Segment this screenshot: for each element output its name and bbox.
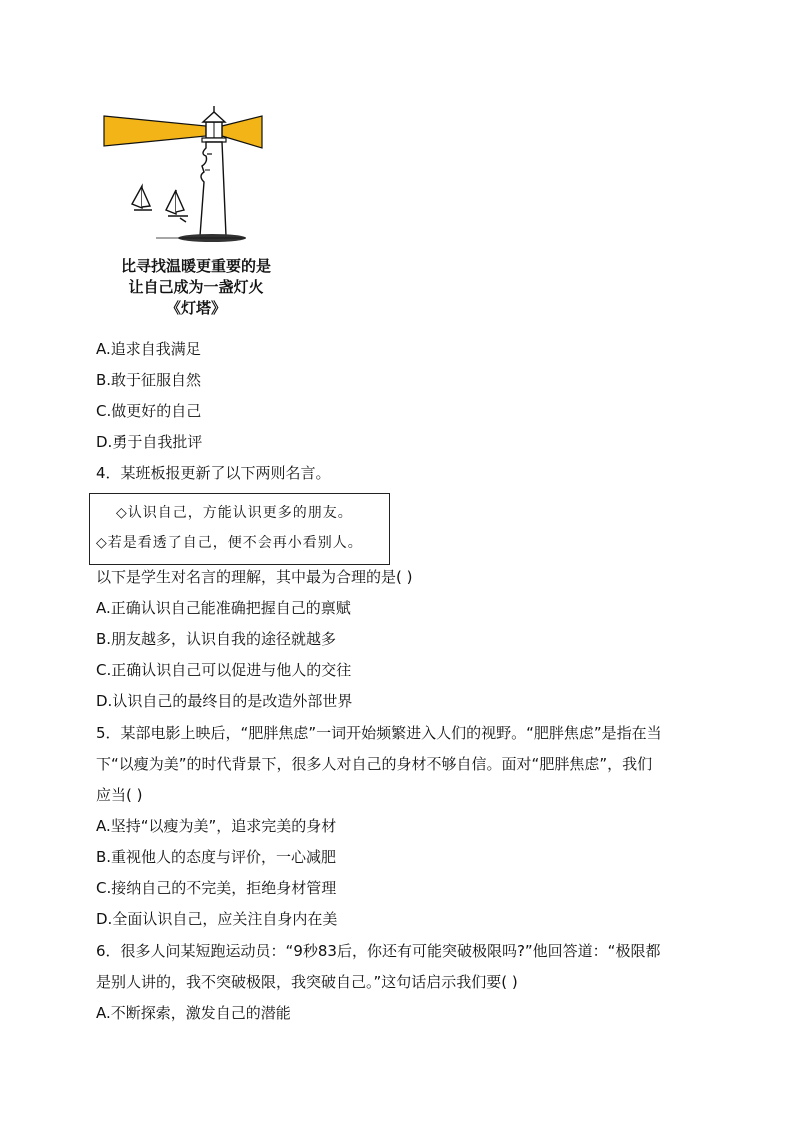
q4-option-d: D.认识自己的最终目的是改造外部世界 xyxy=(96,692,353,710)
q3-option-b: B.敢于征服自然 xyxy=(96,371,202,389)
lighthouse-tower xyxy=(200,142,226,236)
q5-option-b: B.重视他人的态度与评价，一心减肥 xyxy=(96,848,337,866)
sailboat-icon xyxy=(166,190,188,222)
lighthouse-illustration xyxy=(96,104,292,254)
q6-stem-line2: 是别人讲的，我不突破极限，我突破自己。”这句话启示我们要( ) xyxy=(96,973,518,991)
illustration-caption-line2: 让自己成为一盏灯火 xyxy=(128,278,264,296)
q6-stem-line1: 6．很多人问某短跑运动员：“9秒83后，你还有可能突破极限吗?”他回答道：“极限都 xyxy=(96,942,661,960)
q5-option-c: C.接纳自己的不完美，拒绝身材管理 xyxy=(96,879,337,897)
quote-2: ◇若是看透了自己，便不会再小看别人。 xyxy=(96,535,363,551)
q3-option-c: C.做更好的自己 xyxy=(96,402,202,420)
q5-stem-line2: 下“以瘦为美”的时代背景下，很多人对自己的身材不够自信。面对“肥胖焦虑”，我们 xyxy=(96,755,653,773)
q5-option-d: D.全面认识自己，应关注自身内在美 xyxy=(96,910,338,928)
q5-option-a: A.坚持“以瘦为美”，追求完美的身材 xyxy=(96,817,337,835)
illustration-caption-title: 《灯塔》 xyxy=(165,299,226,317)
q5-stem-line3: 应当( ) xyxy=(96,786,143,804)
q4-prompt: 以下是学生对名言的理解，其中最为合理的是( ) xyxy=(96,568,413,586)
q4-option-c: C.正确认识自己可以促进与他人的交往 xyxy=(96,661,352,679)
q3-option-a: A.追求自我满足 xyxy=(96,340,201,358)
q3-option-d: D.勇于自我批评 xyxy=(96,433,203,451)
light-beam-left xyxy=(104,116,206,146)
quote-1: ◇认识自己，方能认识更多的朋友。 xyxy=(116,505,353,521)
q5-stem-line1: 5．某部电影上映后，“肥胖焦虑”一词开始频繁进入人们的视野。“肥胖焦虑”是指在当 xyxy=(96,724,662,742)
light-beam-right xyxy=(222,116,262,148)
q6-option-a: A.不断探索，激发自己的潜能 xyxy=(96,1004,291,1022)
illustration-caption-line1: 比寻找温暖更重要的是 xyxy=(120,257,271,275)
q4-stem: 4．某班板报更新了以下两则名言。 xyxy=(96,464,331,482)
quote-box xyxy=(89,493,390,565)
q4-option-b: B.朋友越多，认识自我的途径就越多 xyxy=(96,630,337,648)
sailboat-icon xyxy=(132,186,152,210)
q4-option-a: A.正确认识自己能准确把握自己的禀赋 xyxy=(96,599,351,617)
